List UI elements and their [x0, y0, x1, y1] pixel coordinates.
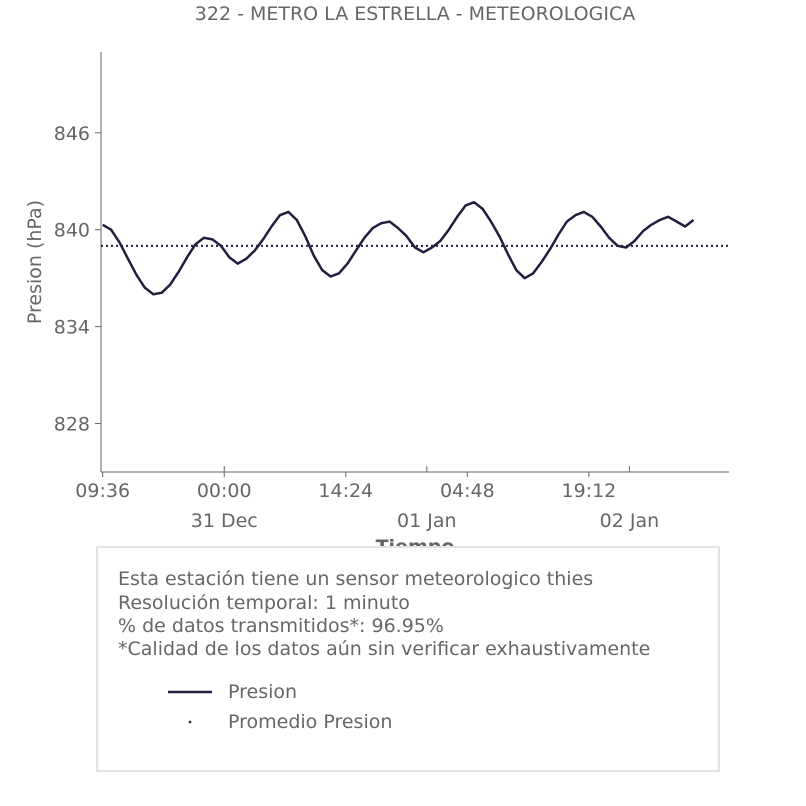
y-ticks: [54, 123, 101, 436]
x-tick-label: 19:12: [561, 480, 617, 502]
legend-label-promedio: Promedio Presion: [228, 711, 393, 733]
y-tick-label: 834: [53, 316, 90, 339]
info-quality-note: *Calidad de los datos aún sin verificar exhaustivamente: [118, 638, 651, 660]
x-tick-label: 00:00: [196, 480, 252, 502]
info-box: [96, 546, 720, 772]
legend-swatch-presion: [168, 680, 214, 704]
legend-label-presion: Presion: [228, 681, 298, 703]
x-ticks: [75, 466, 659, 532]
legend-swatch-promedio: [168, 710, 214, 734]
y-tick-label: 840: [53, 219, 90, 242]
chart-title: 322 - METRO LA ESTRELLA - METEOROLOGICA: [194, 3, 636, 25]
y-tick-label: 828: [53, 413, 90, 436]
x-date-label: 31 Dec: [190, 510, 258, 532]
x-tick-label: 09:36: [75, 480, 131, 502]
pressure-series-line: [103, 202, 694, 294]
y-axis-label: Presion (hPa): [24, 199, 46, 325]
x-date-label: 01 Jan: [397, 510, 457, 532]
x-tick-label: 14:24: [318, 480, 374, 502]
y-tick-label: 846: [53, 122, 90, 145]
info-sensor-text: Esta estación tiene un sensor meteorologico thies: [118, 568, 594, 590]
x-tick-label: 04:48: [439, 480, 495, 502]
x-date-label: 02 Jan: [599, 510, 660, 532]
info-resolution-text: Resolución temporal: 1 minuto: [118, 592, 410, 614]
info-transmitted-text: % de datos transmitidos*: 96.95%: [118, 615, 444, 637]
